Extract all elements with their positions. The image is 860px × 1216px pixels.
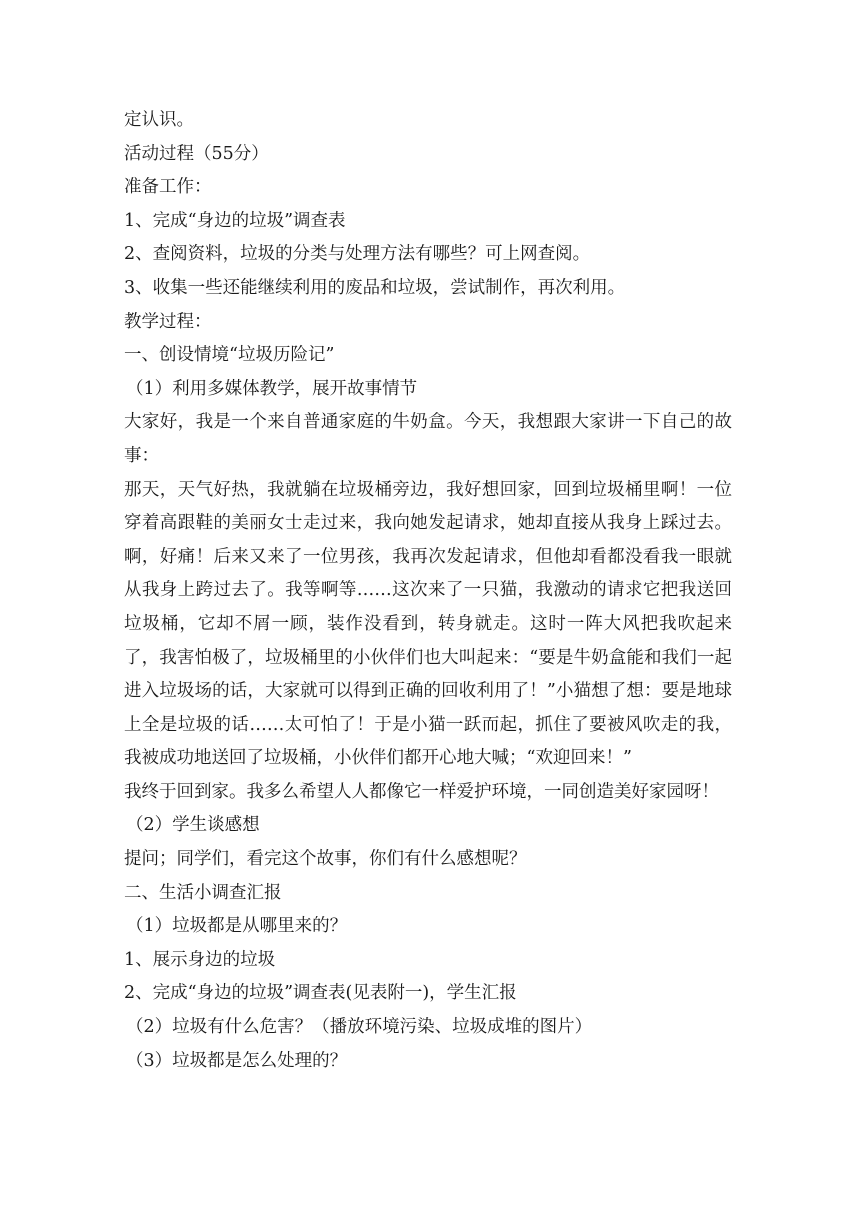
section-heading-preparation: 准备工作： bbox=[124, 177, 212, 198]
sub-item: （3）垃圾都是怎么处理的？ bbox=[126, 1050, 348, 1071]
sub-item: （2）垃圾有什么危害？（播放环境污染、垃圾成堆的图片） bbox=[126, 1017, 593, 1038]
story-intro-paragraph: 大家好，我是一个来自普通家庭的牛奶盒。今天，我想跟大家讲一下自己的故事： bbox=[124, 412, 732, 466]
list-item: 3、收集一些还能继续利用的废品和垃圾，尝试制作，再次利用。 bbox=[124, 277, 626, 298]
section-heading-activity-process: 活动过程（55分） bbox=[124, 143, 269, 164]
sub-item: （1）垃圾都是从哪里来的？ bbox=[126, 916, 348, 937]
section-heading-survey-report: 二、生活小调查汇报 bbox=[124, 882, 282, 903]
sub-item: （1）利用多媒体教学，展开故事情节 bbox=[126, 378, 418, 399]
text-line: 我终于回到家。我多么希望人人都像它一样爱护环境，一同创造美好家园呀！ bbox=[124, 781, 719, 802]
section-heading-teaching-process: 教学过程： bbox=[124, 311, 212, 332]
story-body-paragraph: 那天，天气好热，我就躺在垃圾桶旁边，我好想回家，回到垃圾桶里啊！一位穿着高跟鞋的美丽女士走过来，我向她发起请求，她却直接从我身上踩过去。啊，好痛！后来又来了一位男孩，我再次发起请求，但他却看都没看我一眼就从我身上跨过去了。我等啊等……这次来了一只猫，我激动的请求它把我送回垃圾桶，它却不屑一顾，装作没看到，转身就走。这时一阵大风把我吹起来了，我害怕极了，垃圾桶里的小伙伴们也大叫起来：“要是牛奶盒能和我们一起进入垃圾场的话，大家就可以得到正确的回收利用了！”小猫想了想：要是地球上全是垃圾的话……太可怕了！于是小猫一跃而起，抓住了要被风吹走的我，我被成功地送回了垃圾桶，小伙伴们都开心地大喊；“欢迎回来！” bbox=[124, 479, 732, 769]
list-item: 2、完成“身边的垃圾”调查表(见表附一)，学生汇报 bbox=[124, 983, 517, 1004]
text-line: 提问；同学们，看完这个故事，你们有什么感想呢？ bbox=[124, 849, 527, 870]
section-heading-scenario: 一、创设情境“垃圾历险记” bbox=[124, 345, 335, 366]
sub-item: （2）学生谈感想 bbox=[126, 815, 260, 836]
list-item: 1、展示身边的垃圾 bbox=[124, 949, 276, 970]
text-line: 定认识。 bbox=[124, 110, 194, 130]
list-item: 1、完成“身边的垃圾”调查表 bbox=[124, 210, 346, 231]
document-body bbox=[124, 104, 732, 1078]
list-item: 2、查阅资料，垃圾的分类与处理方法有哪些？可上网查阅。 bbox=[124, 244, 591, 265]
